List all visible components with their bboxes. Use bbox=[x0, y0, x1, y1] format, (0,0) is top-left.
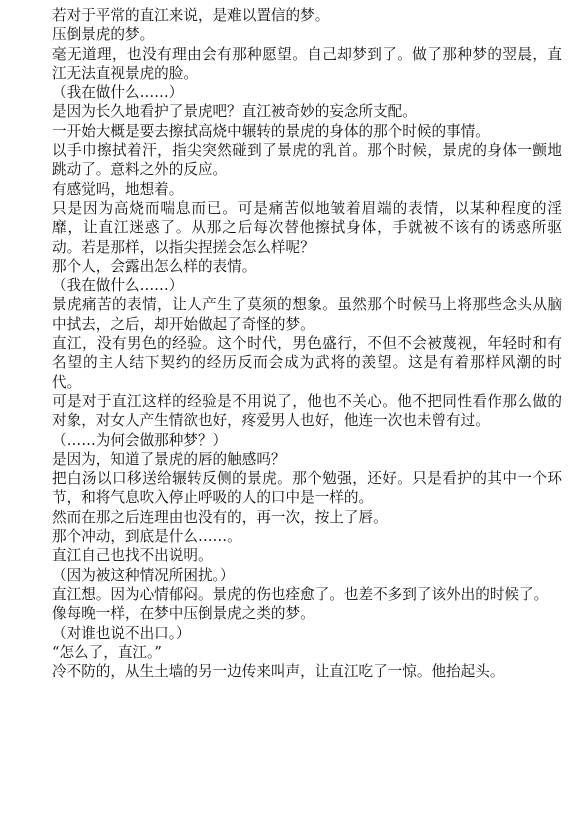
paragraph: 冷不防的，从生土墙的另一边传来叫声，让直江吃了一惊。他抬起头。 bbox=[52, 663, 505, 681]
paragraph: 然而在那之后连理由也没有的，再一次，按上了唇。 bbox=[52, 508, 388, 526]
document-page bbox=[52, 6, 562, 681]
paragraph: 那个人，会露出怎么样的表情。 bbox=[52, 257, 257, 275]
paragraph: （我在做什么……） bbox=[52, 84, 184, 102]
paragraph: 若对于平常的直江来说，是难以置信的梦。 bbox=[52, 7, 330, 24]
paragraph: 像每晚一样，在梦中压倒景虎之类的梦。 bbox=[52, 605, 315, 623]
paragraph: 可是对于直江这样的经验是不用说了，他也不关心。他不把同性看作那么做的对象，对女人产生情欲也好，疼爱男人也好，他连一次也未曾有过。 bbox=[52, 392, 562, 430]
paragraph: 景虎痛苦的表情，让人产生了莫须的想象。虽然那个时候马上将那些念头从脑中拭去，之后，却开始做起了奇怪的梦。 bbox=[52, 296, 562, 333]
paragraph: 那个冲动，到底是什么……。 bbox=[52, 528, 242, 546]
paragraph: 是因为，知道了景虎的唇的触感吗？ bbox=[52, 450, 286, 468]
paragraph: 毫无道理，也没有理由会有那种愿望。自己却梦到了。做了那种梦的翌晨，直江无法直视景虎的脸。 bbox=[52, 45, 562, 82]
paragraph: 压倒景虎的梦。 bbox=[52, 26, 155, 44]
paragraph: 有感觉吗，地想着。 bbox=[52, 180, 184, 198]
paragraph: （我在做什么……） bbox=[52, 277, 184, 295]
paragraph: （……为何会做那种梦？） bbox=[52, 431, 228, 449]
paragraph: 直江想。因为心情郁闷。景虎的伤也痊愈了。也差不多到了该外出的时候了。 bbox=[52, 585, 549, 603]
paragraph: “怎么了，直江。” bbox=[52, 643, 162, 661]
paragraph: （对谁也说不出口。） bbox=[52, 624, 191, 642]
paragraph: 只是因为高烧而喘息而已。可是痛苦似地皱着眉端的表情，以某种程度的淫靡，让直江迷惑了。从那之后每次替他擦拭身体，手就被不该有的诱惑所驱动。若是那样，以指尖捏搓会怎么样呢？ bbox=[52, 199, 562, 256]
paragraph: 直江自己也找不出说明。 bbox=[52, 547, 213, 565]
paragraph: 是因为长久地看护了景虎吧？直江被奇妙的妄念所支配。 bbox=[52, 103, 417, 121]
paragraph: （因为被这种情况所困扰。） bbox=[52, 566, 235, 584]
paragraph: 一开始大概是要去擦拭高烧中辗转的景虎的身体的那个时候的事情。 bbox=[52, 122, 490, 140]
paragraph: 以手巾擦拭着汗，指尖突然碰到了景虎的乳首。那个时候，景虎的身体一颤地跳动了。意料之外的反应。 bbox=[52, 142, 562, 179]
paragraph: 直江，没有男色的经验。这个时代，男色盛行，不但不会被蔑视，年轻时和有名望的主人结下契约的经历反而会成为武将的羡望。这是有着那样风潮的时代。 bbox=[52, 335, 562, 391]
paragraph: 把白汤以口移送给辗转反侧的景虎。那个勉强，还好。只是看护的其中一个环节，和将气息吹入停止呼吸的人的口中是一样的。 bbox=[52, 470, 562, 507]
